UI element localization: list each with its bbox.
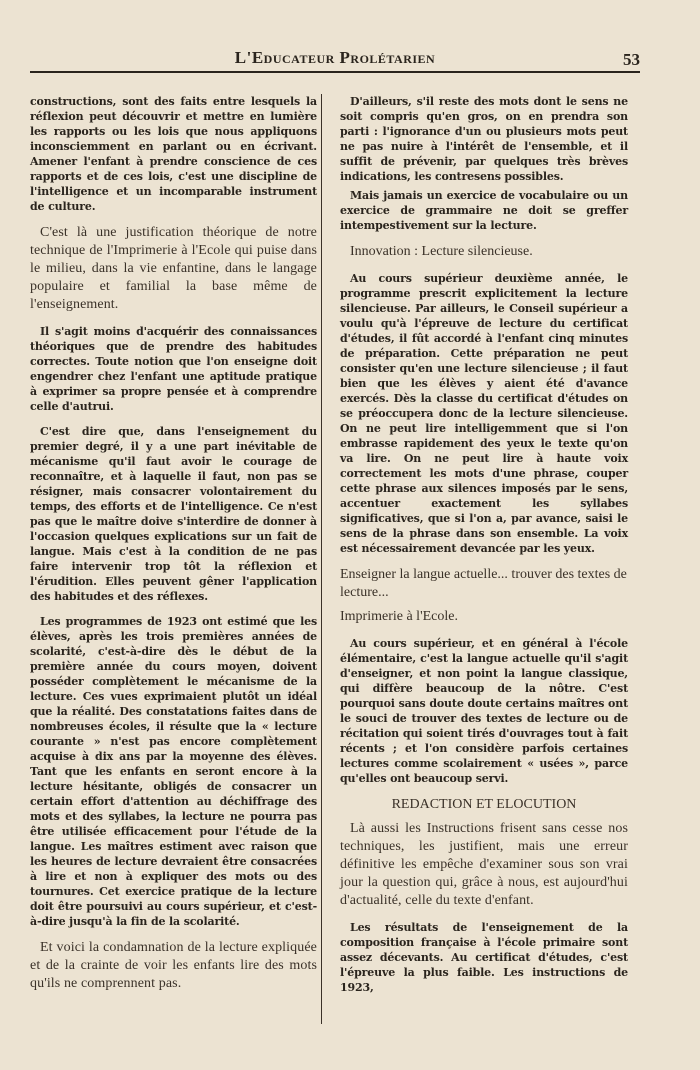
section-heading: REDACTION ET ELOCUTION	[391, 797, 577, 812]
running-header	[30, 44, 640, 72]
section-heading: Enseigner la langue actuelle... trouver des textes de lecture...	[340, 567, 627, 600]
journal-title: L'Educateur Prolétarien	[234, 48, 436, 67]
section-heading: Innovation : Lecture silencieuse.	[350, 244, 533, 259]
paragraph: Mais jamais un exercice de vocabulaire ou un exercice de grammaire ne doit se greffer intempestivement sur la lecture.	[340, 189, 628, 232]
paragraph: Au cours supérieur deuxième année, le programme prescrit explicitement la lecture silencieuse. Par ailleurs, le Conseil supérieur a voulu qu'à l'épreuve de lecture du certificat d'études, il fût accordé à l'enfant cinq minutes de préparation. Cette préparation ne peut consister qu'en une lecture silencieuse ; il faut bien que les élèves y aient été d'avance exercés. Dès la classe du certificat d'études on se préoccupera donc de la lecture silencieuse. On ne peut lire intelligemment que si l'on embrasse rapidement des yeux le texte qu'on va lire. On ne peut lire à haute voix correctement les mots d'une phrase, couper cette phrase aux silences imposés par le sens, accentuer exactement les syllabes significatives, que si l'on a, par avance, saisi le sens de la phrase dans son ensemble. La voix est nécessairement devancée par les yeux.	[340, 272, 628, 555]
paragraph: constructions, sont des faits entre lesquels la réflexion peut découvrir et mettre en lumière les rapports ou les lois que nous appliquons inconsciemment en parlant ou en écrivant. Amener l'enfant à prendre conscience de ces rapports et de ces lois, c'est une discipline de l'intelligence et un incomparable instrument de culture.	[30, 95, 317, 213]
paragraph: Là aussi les Instructions frisent sans cesse nos techniques, les justifient, mais une erreur définitive les empêche d'examiner sous son vrai jour la question qui, grâce à nous, est aujourd'hui d'actualité, celle du texte d'enfant.	[340, 821, 628, 908]
column-divider	[321, 94, 322, 1024]
header-rule	[30, 71, 640, 73]
paragraph: C'est dire que, dans l'enseignement du premier degré, il y a une part inévitable de mécanisme qu'il faut avoir le courage de reconnaître, et à laquelle il faut, non pas se résigner, mais consacrer volontairement du temps, des efforts et de l'intelligence. Ce n'est pas que le maître doive s'interdire de donner à l'occasion quelques explications sur un fait de langue. Mais c'est à la condition de ne pas faire intervenir trop tôt la réflexion et l'érudition. Elles peuvent gêner l'application des habitudes et des réflexes.	[30, 425, 317, 603]
page-number: 53	[623, 50, 640, 69]
paragraph: Les programmes de 1923 ont estimé que les élèves, après les trois premières années de scolarité, c'est-à-dire dès le début de la première année du cours moyen, doivent posséder complètement le mécanisme de la lecture. Ces vues exprimaient plutôt un idéal que la réalité. Des constatations faites dans de nombreuses écoles, il résulte que la « lecture courante » n'est pas encore complètement acquise à dix ans par la moyenne des élèves. Tant que les enfants en seront encore à la lecture hésitante, obligés de consacrer un certain effort d'attention au déchiffrage des mots et des syllabes, la lecture ne pourra pas être utilisée efficacement pour l'étude de la langue. Les maîtres estiment avec raison que les heures de lecture devraient être consacrées à lire et non à expliquer des mots ou des tournures. Cet exercice pratique de la lecture doit être poursuivi au cours supérieur, et c'est-à-dire jusqu'à la fin de la scolarité.	[30, 615, 317, 928]
left-column	[30, 94, 317, 993]
paragraph: Il s'agit moins d'acquérir des connaissances théoriques que de prendre des habitudes correctes. Toute notion que l'on enseigne doit engendrer chez l'enfant une aptitude pratique à exprimer sa propre pensée et à comprendre celle d'autrui.	[30, 325, 317, 413]
section-heading: Imprimerie à l'Ecole.	[340, 609, 458, 624]
paragraph: Au cours supérieur, et en général à l'école élémentaire, c'est la langue actuelle qu'il s'agit d'enseigner, et non point la langue classique, qui diffère beaucoup de la nôtre. C'est pourquoi sans doute doute certains maîtres ont le souci de trouver des textes de lecture ou de récitation qui soient tirés d'ouvrages tout à fait récents ; et l'on considère parfois certaines lectures comme scolairement « usées », parce qu'elles ont beaucoup servi.	[340, 637, 628, 785]
right-column	[340, 94, 628, 995]
paragraph: D'ailleurs, s'il reste des mots dont le sens ne soit compris qu'en gros, on en prendra son parti : l'ignorance d'un ou plusieurs mots peut ne pas nuire à l'intérêt de l'ensemble, et il suffit de prévenir, par quelques très brèves indications, les contresens possibles.	[340, 95, 628, 183]
paragraph: C'est là une justification théorique de notre technique de l'Imprimerie à l'Ecole qui puise dans le milieu, dans la vie enfantine, dans le langage populaire et familial la base même de l'enseignement.	[30, 225, 317, 312]
paragraph: Les résultats de l'enseignement de la composition française à l'école primaire sont assez décevants. Au certificat d'études, c'est l'épreuve la plus faible. Les instructions de 1923,	[340, 921, 628, 994]
paragraph: Et voici la condamnation de la lecture expliquée et de la crainte de voir les enfants lire des mots qu'ils ne comprennent pas.	[30, 940, 317, 991]
